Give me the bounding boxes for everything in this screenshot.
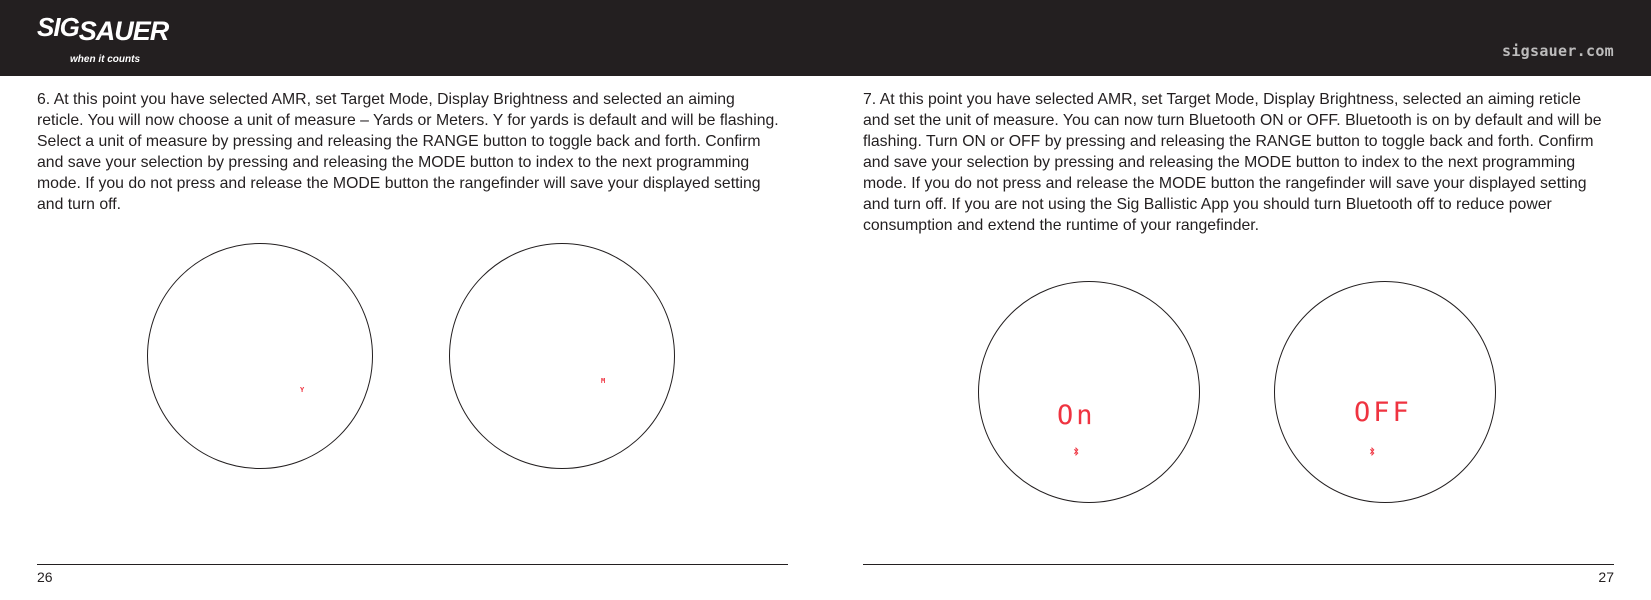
page-number-right: 27	[1598, 569, 1614, 585]
footer-rule-right	[863, 564, 1614, 565]
display-circle-bluetooth-off	[1274, 281, 1496, 503]
header-bar	[0, 0, 1651, 76]
display-circle-yards	[147, 243, 373, 469]
display-circle-bluetooth-on	[978, 281, 1200, 503]
display-circle-meters	[449, 243, 675, 469]
logo-tagline: when it counts	[70, 54, 140, 65]
unit-indicator-meters: M	[601, 377, 606, 385]
page-number-left: 26	[37, 569, 53, 585]
footer-rule-left	[37, 564, 788, 565]
unit-indicator-yards: Y	[300, 386, 305, 394]
bluetooth-icon	[1369, 447, 1375, 456]
step-6-paragraph: 6. At this point you have selected AMR, set Target Mode, Display Brightness and selected an aiming reticle. You will now choose a unit of measure – Yards or Meters. Y for yards is default and will be flashing. Select a unit of measure by pressing and releasing the RANGE button to toggle back and forth. Confirm and save your selection by pressing and releasing the MODE button to index to the next programming mode. If you do not press and release the MODE button the rangefinder will save your displayed setting and turn off.	[37, 91, 779, 213]
step-7-paragraph: 7. At this point you have selected AMR, set Target Mode, Display Brightness, selected an aiming reticle and set the unit of measure. You can now turn Bluetooth ON or OFF. Bluetooth is on by default and will be flashing. Turn ON or OFF by pressing and releasing the RANGE button to toggle back and forth. Confirm and save your selection by pressing and releasing the MODE button to index to the next programming mode. If you do not press and release the MODE button the rangefinder will save your displayed setting and turn off. If you are not using the Sig Ballistic App you should turn Bluetooth off to reduce power consumption and extend the runtime of your rangefinder.	[863, 91, 1602, 234]
bluetooth-on-readout: On	[1057, 400, 1096, 431]
sig-sauer-logo[interactable]	[37, 12, 169, 65]
bluetooth-off-readout: OFF	[1354, 397, 1412, 428]
logo-wordmark: SIGSAUER	[37, 12, 169, 46]
bluetooth-icon	[1073, 447, 1079, 456]
site-url[interactable]: sigsauer.com	[1502, 42, 1614, 60]
